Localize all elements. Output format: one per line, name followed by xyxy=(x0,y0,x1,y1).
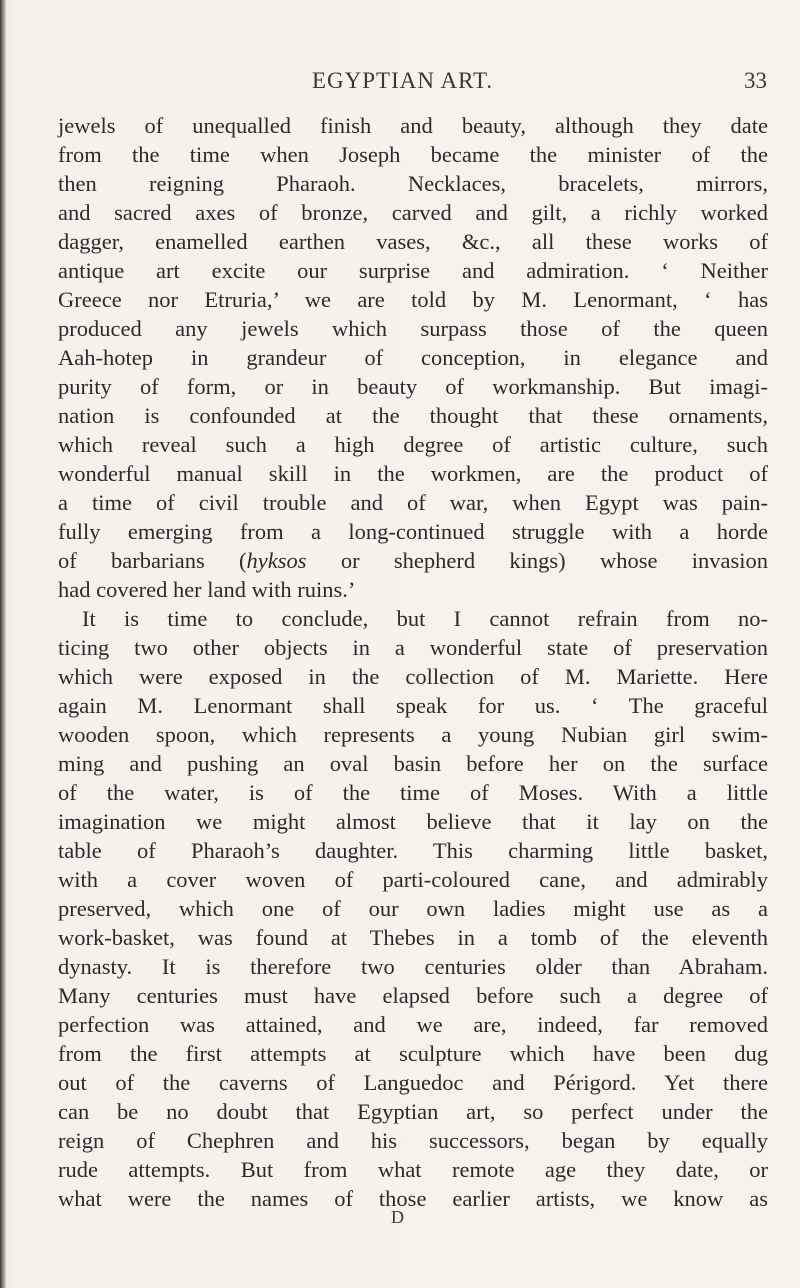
text-line: jewels of unequalled finish and beauty, although they date xyxy=(58,113,768,138)
text-line: wonderful manual skill in the workmen, are the product of xyxy=(58,461,768,486)
text-line: table of Pharaoh’s daughter. This charming little basket, xyxy=(58,838,768,863)
text-line: perfection was attained, and we are, indeed, far removed xyxy=(58,1012,768,1037)
italic-term: hyksos xyxy=(246,548,307,573)
page-gutter-shadow xyxy=(0,0,6,1288)
text-line: wooden spoon, which represents a young Nubian girl swim- xyxy=(58,722,768,747)
text-line: again M. Lenormant shall speak for us. ‘ The graceful xyxy=(58,693,768,718)
paragraph-start-line: It is time to conclude, but I cannot refrain from no- xyxy=(82,606,768,631)
text-line: can be no doubt that Egyptian art, so perfect under the xyxy=(58,1099,768,1124)
paragraph-end-line: had covered her land with ruins.’ xyxy=(58,577,356,602)
text-line: ticing two other objects in a wonderful state of preservation xyxy=(58,635,768,660)
text-line: antique art excite our surprise and admiration. ‘ Neither xyxy=(58,258,768,283)
text-line: which were exposed in the collection of M. Mariette. Here xyxy=(58,664,768,689)
text-line: fully emerging from a long-continued struggle with a horde xyxy=(58,519,768,544)
text-line: with a cover woven of parti-coloured cane, and admirably xyxy=(58,867,768,892)
text-line: then reigning Pharaoh. Necklaces, bracelets, mirrors, xyxy=(58,171,768,196)
text-line: from the time when Joseph became the minister of the xyxy=(58,142,768,167)
text-line: out of the caverns of Languedoc and Périgord. Yet there xyxy=(58,1070,768,1095)
text-line: imagination we might almost believe that it lay on the xyxy=(58,809,768,834)
text-line: dagger, enamelled earthen vases, &c., all these works of xyxy=(58,229,768,254)
text-line: dynasty. It is therefore two centuries older than Abraham. xyxy=(58,954,768,979)
text-line xyxy=(58,547,768,575)
text-line: rude attempts. But from what remote age they date, or xyxy=(58,1157,768,1182)
text-line: which reveal such a high degree of artistic culture, such xyxy=(58,432,768,457)
text-line: preserved, which one of our own ladies might use as a xyxy=(58,896,768,921)
text-line: from the first attempts at sculpture which have been dug xyxy=(58,1041,768,1066)
text-line: of the water, is of the time of Moses. With a little xyxy=(58,780,768,805)
text-line: Aah-hotep in grandeur of conception, in elegance and xyxy=(58,345,768,370)
text-line: a time of civil trouble and of war, when Egypt was pain- xyxy=(58,490,768,515)
running-title: EGYPTIAN ART. xyxy=(312,68,494,93)
text-line: what were the names of those earlier artists, we know as xyxy=(58,1186,768,1211)
text-line: purity of form, or in beauty of workmanship. But imagi- xyxy=(58,374,768,399)
text-line: and sacred axes of bronze, carved and gilt, a richly worked xyxy=(58,200,768,225)
text-line: ming and pushing an oval basin before her on the surface xyxy=(58,751,768,776)
text-span: of barbarians ( xyxy=(58,548,247,573)
text-line: nation is confounded at the thought that these ornaments, xyxy=(58,403,768,428)
text-line: reign of Chephren and his successors, began by equally xyxy=(58,1128,768,1153)
text-line: Many centuries must have elapsed before such a degree of xyxy=(58,983,768,1008)
text-line: Greece nor Etruria,’ we are told by M. Lenormant, ‘ has xyxy=(58,287,768,312)
signature-mark: D xyxy=(391,1207,404,1227)
text-line: produced any jewels which surpass those of the queen xyxy=(58,316,768,341)
running-head xyxy=(0,68,800,98)
text-span: or shepherd kings) whose invasion xyxy=(306,548,768,573)
text-line: work-basket, was found at Thebes in a tomb of the eleventh xyxy=(58,925,768,950)
body-text xyxy=(58,112,768,1211)
page-number: 33 xyxy=(744,68,767,93)
